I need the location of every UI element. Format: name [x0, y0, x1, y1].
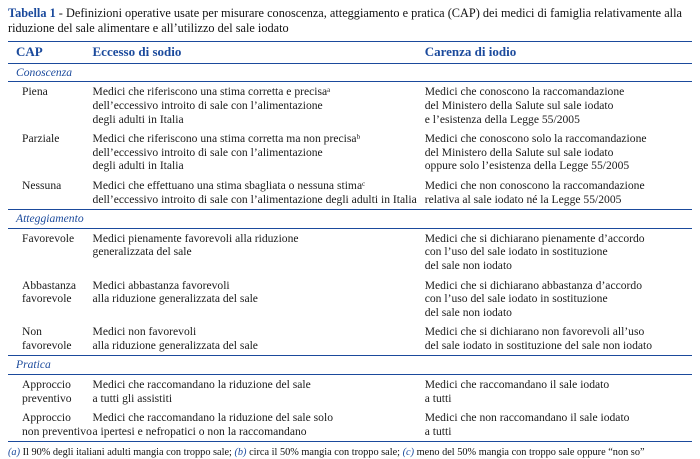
table-row: [8, 322, 692, 356]
footnote-text-c: meno del 50% mangia con troppo sale oppure “non so”: [414, 447, 645, 459]
table-caption-text: Definizioni operative usate per misurare conoscenza, atteggiamento e pratica (CAP) dei medici di famiglia relativamente alla riduzione del sale alimentare e all’utilizzo del sale iodato: [8, 6, 682, 35]
row-label-line: Piena: [22, 85, 48, 99]
cell-line: a tutti: [424, 424, 452, 438]
cell-line: Medici che effettuano una stima sbagliata o nessuna stimaᶜ: [92, 178, 366, 192]
row-cell-carenza: [425, 82, 692, 129]
cell-line: Medici che riferiscono una stima corretta ma non precisaᵇ: [92, 132, 361, 146]
cap-definitions-table: [8, 41, 692, 442]
row-cell-eccesso: [93, 322, 425, 356]
cell-line: Medici che si dichiarano non favorevoli all’uso: [424, 325, 645, 339]
cell-line: e l’esistenza della Legge 55/2005: [424, 112, 580, 126]
column-header-eccesso-di-sodio: Eccesso di sodio: [93, 42, 425, 64]
footnote-mark-a: (a): [8, 447, 21, 459]
cell-line: Medici che riferiscono una stima corretta e precisaᵃ: [92, 85, 331, 99]
row-label-line: non preventivo: [22, 424, 92, 438]
cell-line: dell’eccessivo introito di sale con l’alimentazione: [92, 145, 323, 159]
table-caption-label: Tabella 1: [8, 6, 56, 20]
cell-line: Medici che conoscono solo la raccomandazione: [424, 132, 647, 146]
cell-line: del sale iodato in sostituzione del sale non iodato: [424, 338, 653, 352]
cell-line: a tutti: [424, 391, 452, 405]
cell-line: Medici non favorevoli: [92, 325, 197, 339]
cell-line: del sale non iodato: [424, 258, 512, 272]
row-label: [8, 228, 93, 275]
row-label-line: Abbastanza: [22, 278, 77, 292]
section-spacer: [93, 210, 425, 229]
cell-line: del sale non iodato: [424, 305, 512, 319]
row-cell-carenza: [425, 322, 692, 356]
cell-line: Medici che non raccomandano il sale iodato: [424, 411, 630, 425]
row-label: [8, 322, 93, 356]
cell-line: degli adulti in Italia: [92, 112, 184, 126]
row-label-line: Parziale: [22, 132, 60, 146]
row-cell-carenza: [425, 276, 692, 323]
section-header-row: [8, 210, 692, 229]
section-spacer: [425, 63, 692, 82]
row-cell-carenza: [425, 228, 692, 275]
row-label: [8, 82, 93, 129]
table-body: [8, 42, 692, 442]
table-footnotes: [8, 447, 692, 459]
cell-line: alla riduzione generalizzata del sale: [92, 292, 258, 306]
row-cell-carenza: [425, 129, 692, 176]
row-cell-eccesso: [93, 375, 425, 409]
footnote-text-a: Il 90% degli italiani adulti mangia con troppo sale;: [20, 447, 232, 459]
row-label: [8, 276, 93, 323]
cell-line: a ipertesi e nefropatici o non la raccomandano: [92, 424, 307, 438]
table-row: [8, 176, 692, 210]
row-label-line: Nessuna: [22, 178, 62, 192]
row-cell-eccesso: [93, 276, 425, 323]
section-title-conoscenza: Conoscenza: [8, 63, 93, 82]
section-spacer: [425, 356, 692, 375]
cell-line: oppure solo l’esistenza della Legge 55/2005: [424, 159, 630, 173]
cell-line: del Ministero della Salute sul sale iodato: [424, 98, 614, 112]
row-cell-eccesso: [93, 129, 425, 176]
footnote-mark-c: (c): [402, 447, 415, 459]
row-label: [8, 129, 93, 176]
section-title-atteggiamento: Atteggiamento: [8, 210, 93, 229]
cell-line: a tutti gli assistiti: [92, 391, 173, 405]
row-label: [8, 408, 93, 442]
table-row: [8, 228, 692, 275]
cell-line: Medici che raccomandano la riduzione del sale solo: [92, 411, 333, 425]
cell-line: con l’uso del sale iodato in sostituzione: [424, 245, 608, 259]
row-cell-eccesso: [93, 408, 425, 442]
cell-line: Medici che raccomandano la riduzione del sale: [92, 378, 311, 392]
row-cell-eccesso: [93, 176, 425, 210]
table-row: [8, 276, 692, 323]
row-cell-carenza: [425, 375, 692, 409]
section-spacer: [93, 356, 425, 375]
section-spacer: [425, 210, 692, 229]
table-caption: [8, 6, 692, 35]
footnote-text-b: circa il 50% mangia con troppo sale;: [246, 447, 401, 459]
cell-line: Medici che non conoscono la raccomandazione: [424, 178, 645, 192]
row-label-line: Approccio: [22, 378, 71, 392]
row-label-line: Approccio: [22, 411, 71, 425]
cell-line: Medici abbastanza favorevoli: [92, 278, 230, 292]
row-label-line: Favorevole: [22, 231, 75, 245]
row-label: [8, 176, 93, 210]
table-row: [8, 408, 692, 442]
section-title-pratica: Pratica: [8, 356, 93, 375]
table-row: [8, 82, 692, 129]
row-label-line: Non: [22, 325, 42, 339]
row-label-line: preventivo: [22, 391, 72, 405]
cell-line: dell’eccessivo introito di sale con l’alimentazione degli adulti in Italia: [92, 192, 417, 206]
row-cell-carenza: [425, 176, 692, 210]
row-label-line: favorevole: [22, 292, 72, 306]
cell-line: Medici che si dichiarano abbastanza d’accordo: [424, 278, 642, 292]
column-header-carenza-di-iodio: Carenza di iodio: [425, 42, 692, 64]
section-header-row: [8, 63, 692, 82]
row-cell-carenza: [425, 408, 692, 442]
row-label-line: favorevole: [22, 338, 72, 352]
cell-line: degli adulti in Italia: [92, 159, 184, 173]
section-header-row: [8, 356, 692, 375]
cell-line: generalizzata del sale: [92, 245, 192, 259]
table-caption-dash: -: [55, 6, 66, 20]
footnote-mark-b: (b): [234, 447, 247, 459]
cell-line: con l’uso del sale iodato in sostituzione: [424, 292, 608, 306]
table-row: [8, 129, 692, 176]
cell-line: alla riduzione generalizzata del sale: [92, 338, 258, 352]
cell-line: Medici che si dichiarano pienamente d’accordo: [424, 231, 645, 245]
table-header-row: [8, 42, 692, 64]
cell-line: Medici che raccomandano il sale iodato: [424, 378, 610, 392]
section-spacer: [93, 63, 425, 82]
column-header-cap: CAP: [8, 42, 93, 64]
cell-line: del Ministero della Salute sul sale iodato: [424, 145, 614, 159]
row-cell-eccesso: [93, 82, 425, 129]
cell-line: Medici che conoscono la raccomandazione: [424, 85, 625, 99]
cell-line: Medici pienamente favorevoli alla riduzione: [92, 231, 299, 245]
row-label: [8, 375, 93, 409]
row-cell-eccesso: [93, 228, 425, 275]
table-row: [8, 375, 692, 409]
cell-line: relativa al sale iodato né la Legge 55/2005: [424, 192, 622, 206]
cell-line: dell’eccessivo introito di sale con l’alimentazione: [92, 98, 323, 112]
